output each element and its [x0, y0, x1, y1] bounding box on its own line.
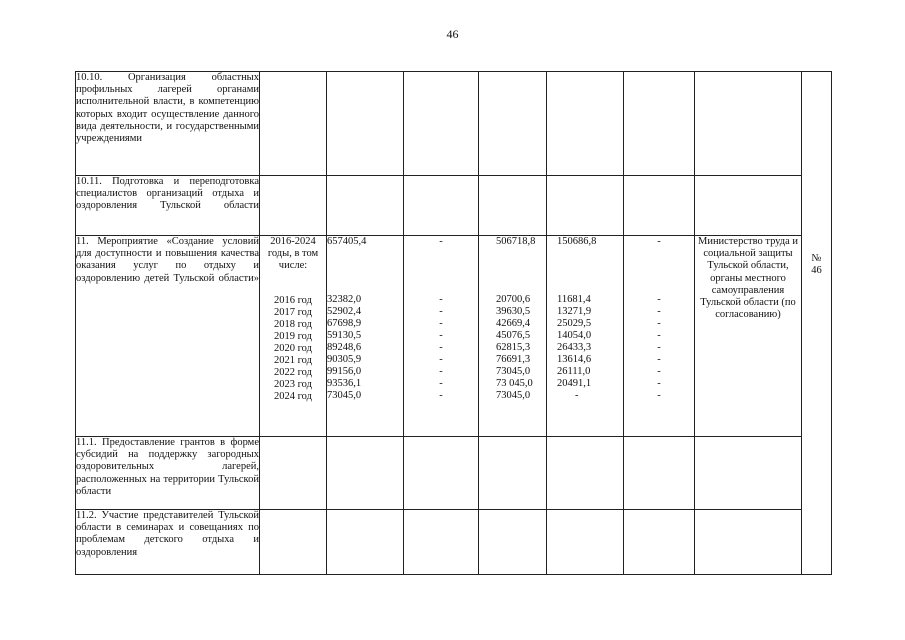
federal-value: - [439, 236, 443, 247]
federal-cell [404, 236, 479, 437]
period-label: 2016-2024 годы, в том числе: [267, 236, 319, 272]
indicator-ref: № 46 [811, 253, 822, 277]
other-value: - [657, 236, 661, 247]
year-federal-list: - - - - - - - - - [439, 294, 443, 402]
page-number: 46 [446, 27, 459, 41]
total-value: 657405,4 [327, 236, 367, 247]
year-total-list: 32382,0 52902,4 67698,9 59130,5 89248,6 90305,9 99156,0 93536,1 73045,0 [327, 294, 362, 402]
activity-name: 11. Мероприятие «Создание условий для доступности и повышения качества оказания услуг по отдыху и оздоровлению детей Тульской области» [76, 236, 260, 437]
year-regional-list: 20700,6 39630,5 42669,4 45076,5 62815,3 76691,3 73045,0 73 045,0 73045,0 [496, 294, 533, 402]
year-other-list: - - - - - - - - - [657, 294, 661, 402]
program-table [75, 71, 832, 575]
table-row [76, 236, 832, 437]
municipal-cell [547, 236, 624, 437]
table-row [76, 437, 832, 510]
activity-name: 10.10. Организация областных профильных лагерей органами исполнительной власти, в компетенцию которых входит осуществление данного вида деятельности, и государственными учреждениями [76, 72, 260, 176]
regional-cell [479, 236, 547, 437]
year-municipal-list: 11681,4 13271,9 25029,5 14054,0 26433,3 13614,6 26111,0 20491,1 - [557, 294, 592, 402]
table-row [76, 176, 832, 236]
executor-cell: Министерство труда и социальной защиты Тульской области, органы местного самоуправления Тульской области (по согласованию) [695, 236, 802, 437]
activity-name: 10.11. Подготовка и переподготовка специалистов организаций отдыха и оздоровления Тульской области [76, 176, 260, 236]
indicator-column [802, 72, 832, 575]
activity-name: 11.2. Участие представителей Тульской области в семинарах и совещаниях по проблемам детского отдыха и оздоровления [76, 510, 260, 575]
table-row [76, 510, 832, 575]
period-cell [260, 236, 327, 437]
regional-value: 506718,8 [496, 236, 536, 247]
total-cell [327, 236, 404, 437]
year-list: 2016 год 2017 год 2018 год 2019 год 2020 год 2021 год 2022 год 2023 год 2024 год [274, 294, 312, 402]
table-row [76, 72, 832, 176]
other-cell [624, 236, 695, 437]
municipal-value: 150686,8 [557, 236, 597, 247]
activity-name: 11.1. Предоставление грантов в форме субсидий на поддержку загородных оздоровительных лагерей, расположенных на территории Тульской области [76, 437, 260, 510]
